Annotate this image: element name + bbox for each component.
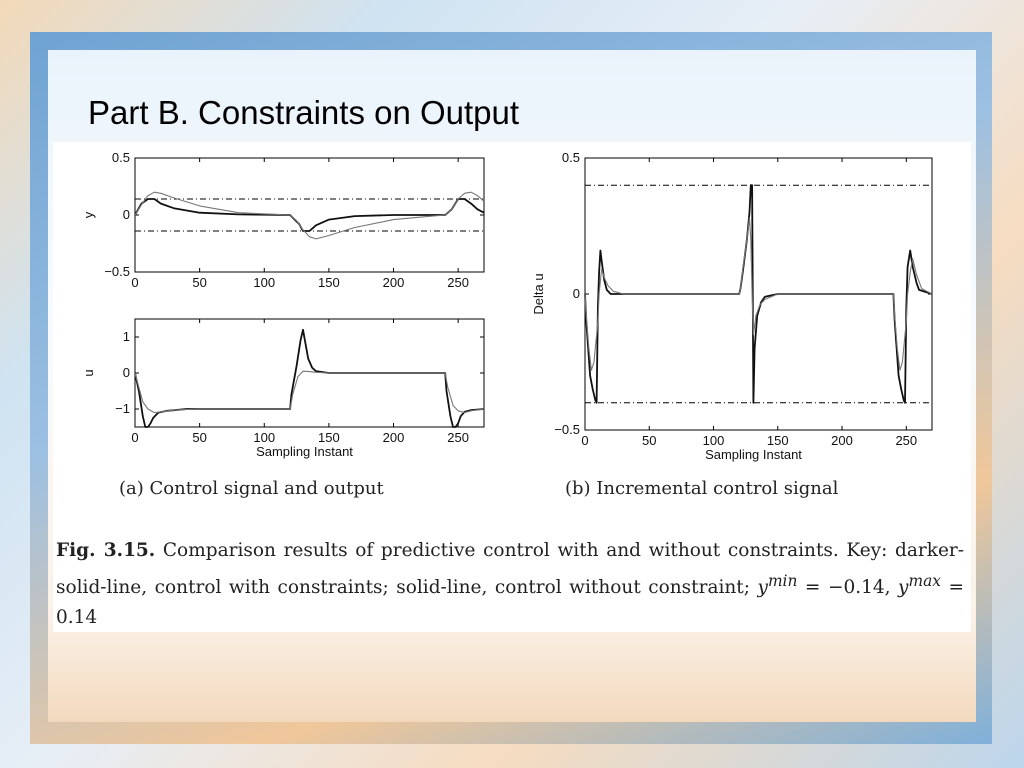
y-tick-label: −1 <box>115 401 130 416</box>
series-without-constraints <box>585 218 932 370</box>
x-tick-label: 50 <box>642 433 657 448</box>
x-tick-label: 250 <box>447 275 469 290</box>
figure-caption-body: Comparison results of predictive control with and without constraints. Key: darker-solid-line, control with constraints; solid-line, control without constraint; <box>56 540 964 599</box>
x-tick-label: 200 <box>831 433 853 448</box>
y-tick-label: 0 <box>122 207 130 222</box>
series-with-constraints <box>135 330 484 427</box>
x-tick-label: 150 <box>318 275 340 290</box>
x-tick-label: 150 <box>318 430 340 445</box>
y-tick-label: 0.5 <box>111 150 130 165</box>
y-tick-label: 0 <box>122 365 130 380</box>
y-tick-label: 1 <box>122 329 130 344</box>
x-tick-label: 100 <box>702 433 725 448</box>
caption-b: (b) Incremental control signal <box>565 478 839 499</box>
x-tick-label: 200 <box>382 430 405 445</box>
chart-a-top <box>81 150 484 290</box>
x-axis-label: Sampling Instant <box>705 447 802 462</box>
y-axis-label: Delta u <box>531 273 546 315</box>
y-axis-label: y <box>81 211 96 219</box>
slide-title: Part B. Constraints on Output <box>88 94 520 131</box>
x-tick-label: 0 <box>131 430 139 445</box>
figure-caption <box>56 536 964 633</box>
series-with-constraints <box>135 199 484 231</box>
y-min-symbol: y <box>757 577 768 599</box>
chart-b <box>531 150 932 462</box>
x-tick-label: 200 <box>382 275 405 290</box>
x-tick-label: 150 <box>766 433 789 448</box>
y-max-value: = 0.14 <box>56 577 965 629</box>
caption-a: (a) Control signal and output <box>119 478 384 499</box>
x-tick-label: 0 <box>131 275 139 290</box>
y-tick-label: 0 <box>572 286 580 301</box>
max-superscript: max <box>908 572 941 590</box>
y-min-value: = −0.14, <box>797 577 899 599</box>
x-tick-label: 50 <box>192 275 207 290</box>
y-tick-label: 0.5 <box>561 150 580 165</box>
y-tick-label: −0.5 <box>104 264 130 279</box>
y-tick-label: −0.5 <box>554 422 580 437</box>
x-tick-label: 100 <box>253 430 276 445</box>
x-tick-label: 0 <box>581 433 589 448</box>
y-max-symbol: y <box>898 577 909 599</box>
x-tick-label: 250 <box>895 433 918 448</box>
chart-a-bottom <box>81 319 484 459</box>
y-axis-label: u <box>81 369 96 377</box>
series-without-constraints <box>135 371 484 412</box>
x-tick-label: 100 <box>253 275 276 290</box>
x-tick-label: 250 <box>447 430 469 445</box>
x-axis-label: Sampling Instant <box>256 444 353 459</box>
min-superscript: min <box>767 572 798 590</box>
figure-label: Fig. 3.15. <box>56 540 156 561</box>
x-tick-label: 50 <box>192 430 207 445</box>
